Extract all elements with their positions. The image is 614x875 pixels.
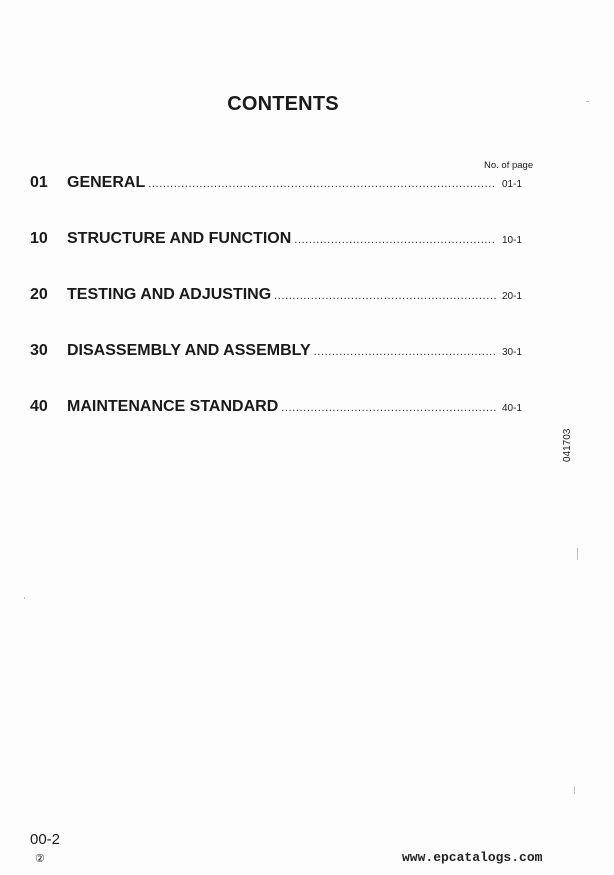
- scan-speck: [24, 597, 25, 599]
- toc-entry-title: STRUCTURE AND FUNCTION: [67, 230, 292, 247]
- watermark-url: www.epcatalogs.com: [402, 850, 543, 865]
- toc-entry-number: 20: [30, 286, 48, 303]
- toc-entry-page: 40-1: [501, 403, 522, 414]
- scan-speck: [586, 101, 589, 102]
- toc-entry-title: GENERAL: [67, 174, 146, 191]
- toc-entry-number: 10: [30, 230, 48, 247]
- toc-entry-disassembly-and-assembly[interactable]: [30, 342, 522, 362]
- toc-entry-number: 01: [30, 174, 48, 191]
- toc-entry-structure-and-function[interactable]: [30, 230, 522, 250]
- scan-speck: [574, 786, 575, 794]
- dot-leader: [294, 234, 496, 246]
- toc-entry-number: 30: [30, 342, 48, 359]
- page-title: CONTENTS: [227, 93, 339, 115]
- footer-page-number: 00-2: [30, 831, 61, 848]
- toc-entry-page: 01-1: [501, 179, 522, 190]
- footer-revision-mark: ②: [35, 853, 45, 865]
- toc-entry-maintenance-standard[interactable]: [30, 398, 522, 418]
- toc-entry-title: MAINTENANCE STANDARD: [67, 398, 279, 415]
- toc-entry-page: 10-1: [501, 235, 522, 246]
- toc-entry-title: TESTING AND ADJUSTING: [67, 286, 272, 303]
- toc-entry-general[interactable]: [30, 174, 522, 194]
- dot-leader: [274, 290, 496, 302]
- document-code: 041703: [562, 428, 573, 462]
- dot-leader: [281, 402, 496, 414]
- scan-speck: [577, 548, 578, 560]
- dot-leader: [314, 346, 496, 358]
- dot-leader: [148, 178, 496, 190]
- toc-entry-page: 30-1: [501, 347, 522, 358]
- toc-entry-testing-and-adjusting[interactable]: [30, 286, 522, 306]
- toc-entry-number: 40: [30, 398, 48, 415]
- toc-entry-title: DISASSEMBLY AND ASSEMBLY: [67, 342, 311, 359]
- page-column-header: No. of page: [484, 160, 534, 171]
- toc-entry-page: 20-1: [501, 291, 522, 302]
